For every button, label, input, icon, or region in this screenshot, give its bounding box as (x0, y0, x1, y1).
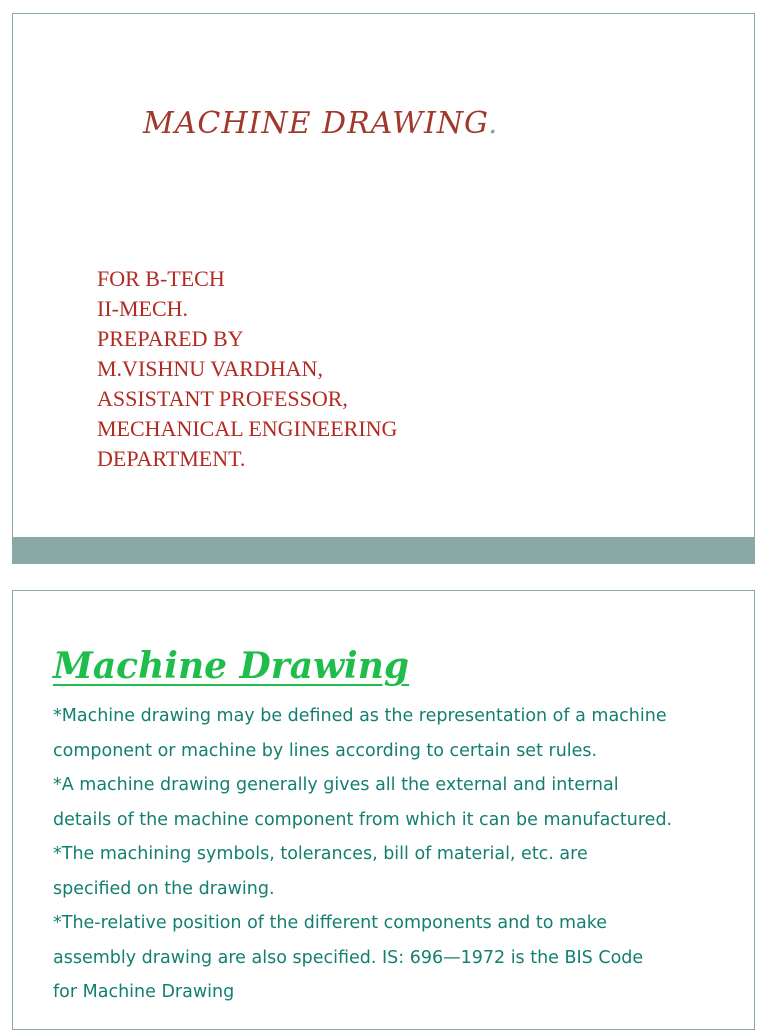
content-title: Machine Drawing (53, 645, 410, 687)
title-slide (12, 13, 755, 564)
slide-title-text: MACHINE DRAWING (143, 106, 488, 141)
info-line: PREPARED BY (97, 326, 244, 351)
content-slide (12, 590, 755, 1030)
accent-band (12, 537, 755, 564)
body-line: specified on the drawing. (53, 878, 275, 899)
info-line: II-MECH. (97, 296, 189, 321)
info-line: MECHANICAL ENGINEERING (97, 416, 398, 441)
body-line: *The-relative position of the different components and to make (53, 913, 608, 933)
slide-title (143, 106, 499, 141)
body-line: details of the machine component from which it can be manufactured. (53, 809, 673, 830)
info-line: FOR B-TECH (97, 266, 225, 291)
body-line: component or machine by lines according to certain set rules. (53, 740, 598, 761)
title-dot: . (487, 106, 499, 141)
body-line: *Machine drawing may be defined as the representation of a machine (53, 706, 667, 726)
info-line: M.VISHNU VARDHAN, (97, 356, 323, 381)
body-line: *A machine drawing generally gives all the external and internal (53, 775, 619, 795)
body-line: assembly drawing are also specified. IS: 696—1972 is the BIS Code (53, 947, 644, 968)
info-line: DEPARTMENT. (97, 446, 246, 471)
body-line: for Machine Drawing (53, 982, 235, 1002)
body-line: *The machining symbols, tolerances, bill of material, etc. are (53, 844, 588, 864)
content-body (53, 699, 748, 1010)
info-line: ASSISTANT PROFESSOR, (97, 386, 348, 411)
author-info (97, 264, 397, 474)
